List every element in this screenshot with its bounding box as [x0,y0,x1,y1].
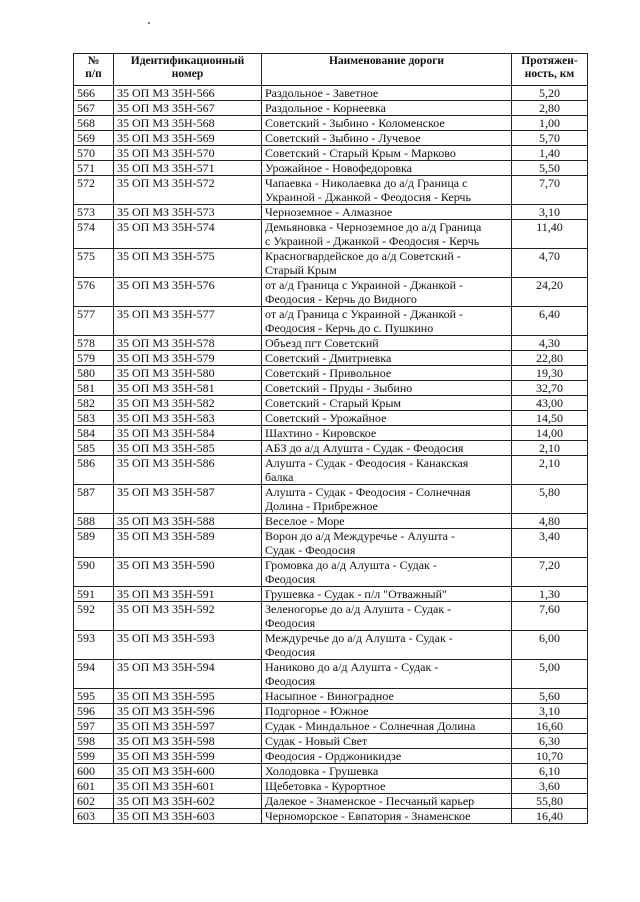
road-length: 7,60 [512,602,588,631]
road-name-line: Феодосия - Керчь до с. Пушкино [265,321,434,335]
table-row [74,336,588,351]
road-id: 35 ОП МЗ 35Н-584 [114,426,262,441]
row-number: 571 [74,161,114,176]
road-name-line: от а/д Граница с Украиной - Джанкой - [265,278,463,292]
row-number: 595 [74,689,114,704]
table-row [74,307,588,336]
road-name [262,529,512,558]
road-length: 5,80 [512,485,588,514]
road-id: 35 ОП МЗ 35Н-595 [114,689,262,704]
road-length: 7,70 [512,176,588,205]
road-name-line: Феодосия [265,572,316,586]
row-number: 598 [74,734,114,749]
row-number: 567 [74,101,114,116]
table-row [74,558,588,587]
table-row [74,441,588,456]
road-name-line: Черноземное - Алмазное [265,205,393,219]
row-number: 570 [74,146,114,161]
road-name [262,116,512,131]
row-number: 583 [74,411,114,426]
road-id: 35 ОП МЗ 35Н-586 [114,456,262,485]
table-row [74,794,588,809]
table-row [74,161,588,176]
road-name-line: Украиной - Джанкой - Феодосия - Керчь [265,190,471,204]
road-length: 7,20 [512,558,588,587]
row-number: 600 [74,764,114,779]
road-length: 5,60 [512,689,588,704]
road-name-line: Подгорное - Южное [265,704,369,718]
table-row [74,602,588,631]
road-id: 35 ОП МЗ 35Н-601 [114,779,262,794]
table-row [74,86,588,101]
road-name-line: Далекое - Знаменское - Песчаный карьер [265,794,475,808]
road-length: 22,80 [512,351,588,366]
table-row [74,719,588,734]
road-length: 1,00 [512,116,588,131]
header-length: Протяжен- ность, км [512,54,588,86]
road-length: 14,00 [512,426,588,441]
table-row [74,749,588,764]
road-length: 4,70 [512,249,588,278]
road-id: 35 ОП МЗ 35Н-597 [114,719,262,734]
table-header-row [74,54,588,86]
road-name [262,131,512,146]
road-id: 35 ОП МЗ 35Н-579 [114,351,262,366]
road-name [262,764,512,779]
road-id: 35 ОП МЗ 35Н-596 [114,704,262,719]
road-length: 19,30 [512,366,588,381]
road-name [262,602,512,631]
road-length: 3,40 [512,529,588,558]
row-number: 599 [74,749,114,764]
road-length: 2,10 [512,456,588,485]
row-number: 591 [74,587,114,602]
road-id: 35 ОП МЗ 35Н-588 [114,514,262,529]
table-row [74,587,588,602]
row-number: 590 [74,558,114,587]
row-number: 569 [74,131,114,146]
road-name-line: Феодосия [265,645,316,659]
road-id: 35 ОП МЗ 35Н-587 [114,485,262,514]
road-name [262,396,512,411]
road-length: 6,40 [512,307,588,336]
road-id: 35 ОП МЗ 35Н-585 [114,441,262,456]
row-number: 589 [74,529,114,558]
road-id: 35 ОП МЗ 35Н-591 [114,587,262,602]
scan-speck [148,22,150,24]
road-name-line: Советский - Пруды - Зыбино [265,381,413,395]
road-id: 35 ОП МЗ 35Н-600 [114,764,262,779]
road-length: 5,70 [512,131,588,146]
table-row [74,249,588,278]
road-name-line: Зеленогорье до а/д Алушта - Судак - [265,602,452,616]
table-row [74,411,588,426]
road-name [262,366,512,381]
road-name [262,411,512,426]
road-name [262,220,512,249]
road-id: 35 ОП МЗ 35Н-603 [114,809,262,824]
road-name-line: Ворон до а/д Междуречье - Алушта - [265,529,455,543]
road-name [262,101,512,116]
road-name [262,587,512,602]
road-length: 4,80 [512,514,588,529]
road-name [262,351,512,366]
row-number: 596 [74,704,114,719]
table-row [74,779,588,794]
road-id: 35 ОП МЗ 35Н-577 [114,307,262,336]
road-id: 35 ОП МЗ 35Н-582 [114,396,262,411]
road-length: 3,60 [512,779,588,794]
table-row [74,514,588,529]
road-name [262,146,512,161]
road-name-line: Советский - Урожайное [265,411,387,425]
road-name-line: Алушта - Судак - Феодосия - Канакская [265,456,469,470]
row-number: 566 [74,86,114,101]
road-name-line: Объезд пгт Советский [265,336,379,350]
road-name-line: Судак - Миндальное - Солнечная Долина [265,719,476,733]
road-name [262,734,512,749]
road-name-line: Старый Крым [265,263,337,277]
table-row [74,689,588,704]
row-number: 601 [74,779,114,794]
road-length: 10,70 [512,749,588,764]
road-id: 35 ОП МЗ 35Н-566 [114,86,262,101]
road-name [262,485,512,514]
road-name [262,176,512,205]
row-number: 585 [74,441,114,456]
table-row [74,146,588,161]
road-id: 35 ОП МЗ 35Н-593 [114,631,262,660]
road-name [262,86,512,101]
road-name [262,205,512,220]
road-name-line: балка [265,470,294,484]
road-name-line: Судак - Феодосия [265,543,356,557]
road-length: 1,40 [512,146,588,161]
table-row [74,764,588,779]
row-number: 582 [74,396,114,411]
road-name-line: Красногвардейское до а/д Советский - [265,249,461,263]
table-row [74,116,588,131]
table-row [74,485,588,514]
road-id: 35 ОП МЗ 35Н-574 [114,220,262,249]
road-length: 6,10 [512,764,588,779]
road-name-line: Советский - Старый Крым [265,396,402,410]
table-body [74,86,588,824]
road-length: 24,20 [512,278,588,307]
road-length: 6,30 [512,734,588,749]
table-row [74,131,588,146]
roads-table [73,53,588,824]
road-name [262,704,512,719]
road-name [262,779,512,794]
road-id: 35 ОП МЗ 35Н-590 [114,558,262,587]
road-length: 3,10 [512,704,588,719]
road-name-line: АБЗ до а/д Алушта - Судак - Феодосия [265,441,464,455]
road-name-line: Насыпное - Виноградное [265,689,394,703]
road-length: 3,10 [512,205,588,220]
road-name-line: Раздольное - Корнеевка [265,101,386,115]
road-length: 32,70 [512,381,588,396]
road-name-line: Феодосия - Орджоникидзе [265,749,402,763]
road-name-line: Советский - Зыбино - Коломенское [265,116,445,130]
table-row [74,366,588,381]
road-name-line: Наниково до а/д Алушта - Судак - [265,660,439,674]
road-name-line: Холодовка - Грушевка [265,764,379,778]
table-row [74,660,588,689]
row-number: 594 [74,660,114,689]
road-length: 5,00 [512,660,588,689]
road-name [262,441,512,456]
header-id: Идентификационный номер [114,54,262,86]
row-number: 603 [74,809,114,824]
road-name-line: Междуречье до а/д Алушта - Судак - [265,631,453,645]
road-name [262,558,512,587]
road-name-line: Советский - Привольное [265,366,392,380]
row-number: 584 [74,426,114,441]
row-number: 581 [74,381,114,396]
road-id: 35 ОП МЗ 35Н-570 [114,146,262,161]
road-name [262,456,512,485]
road-name [262,660,512,689]
table-row [74,426,588,441]
road-id: 35 ОП МЗ 35Н-567 [114,101,262,116]
road-id: 35 ОП МЗ 35Н-578 [114,336,262,351]
road-name-line: Щебетовка - Курортное [265,779,386,793]
row-number: 573 [74,205,114,220]
road-length: 55,80 [512,794,588,809]
road-id: 35 ОП МЗ 35Н-602 [114,794,262,809]
row-number: 575 [74,249,114,278]
road-name [262,336,512,351]
table-row [74,456,588,485]
road-id: 35 ОП МЗ 35Н-580 [114,366,262,381]
row-number: 572 [74,176,114,205]
road-name [262,719,512,734]
table-row [74,396,588,411]
road-length: 2,10 [512,441,588,456]
road-name-line: Урожайное - Новофедоровка [265,161,413,175]
road-id: 35 ОП МЗ 35Н-581 [114,381,262,396]
road-name [262,794,512,809]
road-length: 11,40 [512,220,588,249]
road-id: 35 ОП МЗ 35Н-571 [114,161,262,176]
road-name-line: Раздольное - Заветное [265,86,379,100]
table-row [74,734,588,749]
road-length: 1,30 [512,587,588,602]
row-number: 579 [74,351,114,366]
road-id: 35 ОП МЗ 35Н-594 [114,660,262,689]
row-number: 576 [74,278,114,307]
table-row [74,529,588,558]
road-length: 16,40 [512,809,588,824]
road-name-line: Демьяновка - Черноземное до а/д Граница [265,220,482,234]
road-name-line: Веселое - Море [265,514,345,528]
table-row [74,220,588,249]
road-name-line: Феодосия [265,674,316,688]
road-name-line: Алушта - Судак - Феодосия - Солнечная [265,485,471,499]
road-id: 35 ОП МЗ 35Н-592 [114,602,262,631]
road-name-line: Громовка до а/д Алушта - Судак - [265,558,437,572]
road-name-line: от а/д Граница с Украиной - Джанкой - [265,307,463,321]
road-name [262,749,512,764]
row-number: 587 [74,485,114,514]
road-length: 4,30 [512,336,588,351]
row-number: 592 [74,602,114,631]
road-name [262,809,512,824]
table-row [74,809,588,824]
road-length: 43,00 [512,396,588,411]
row-number: 602 [74,794,114,809]
road-name [262,689,512,704]
road-name-line: с Украиной - Джанкой - Феодосия - Керчь [265,234,480,248]
road-id: 35 ОП МЗ 35Н-568 [114,116,262,131]
road-id: 35 ОП МЗ 35Н-599 [114,749,262,764]
road-name-line: Чапаевка - Николаевка до а/д Граница с [265,176,468,190]
road-name [262,278,512,307]
road-name [262,307,512,336]
row-number: 578 [74,336,114,351]
road-name-line: Советский - Старый Крым - Марково [265,146,456,160]
road-name-line: Феодосия [265,616,316,630]
road-name [262,249,512,278]
header-name: Наименование дороги [262,54,512,86]
road-name-line: Советский - Дмитриевка [265,351,392,365]
road-id: 35 ОП МЗ 35Н-573 [114,205,262,220]
table-row [74,351,588,366]
road-length: 14,50 [512,411,588,426]
road-name-line: Черноморское - Евпатория - Знаменское [265,809,471,823]
road-id: 35 ОП МЗ 35Н-583 [114,411,262,426]
row-number: 597 [74,719,114,734]
row-number: 580 [74,366,114,381]
road-length: 6,00 [512,631,588,660]
row-number: 577 [74,307,114,336]
table-row [74,101,588,116]
road-id: 35 ОП МЗ 35Н-572 [114,176,262,205]
road-id: 35 ОП МЗ 35Н-589 [114,529,262,558]
road-name [262,161,512,176]
road-id: 35 ОП МЗ 35Н-576 [114,278,262,307]
road-name-line: Советский - Зыбино - Лучевое [265,131,421,145]
road-name-line: Долина - Прибрежное [265,499,378,513]
table-row [74,704,588,719]
road-name [262,514,512,529]
road-id: 35 ОП МЗ 35Н-598 [114,734,262,749]
road-name [262,426,512,441]
row-number: 574 [74,220,114,249]
row-number: 593 [74,631,114,660]
road-name-line: Феодосия - Керчь до Видного [265,292,417,306]
road-name [262,631,512,660]
road-length: 2,80 [512,101,588,116]
road-name-line: Судак - Новый Свет [265,734,368,748]
row-number: 568 [74,116,114,131]
road-length: 5,20 [512,86,588,101]
road-name-line: Шахтино - Кировское [265,426,377,440]
row-number: 588 [74,514,114,529]
road-name-line: Грушевка - Судак - п/л "Отважный" [265,587,447,601]
header-num: № п/п [74,54,114,86]
table-row [74,381,588,396]
table-row [74,278,588,307]
road-length: 5,50 [512,161,588,176]
road-id: 35 ОП МЗ 35Н-575 [114,249,262,278]
road-name [262,381,512,396]
table-row [74,205,588,220]
table-row [74,176,588,205]
road-id: 35 ОП МЗ 35Н-569 [114,131,262,146]
row-number: 586 [74,456,114,485]
table-row [74,631,588,660]
road-length: 16,60 [512,719,588,734]
